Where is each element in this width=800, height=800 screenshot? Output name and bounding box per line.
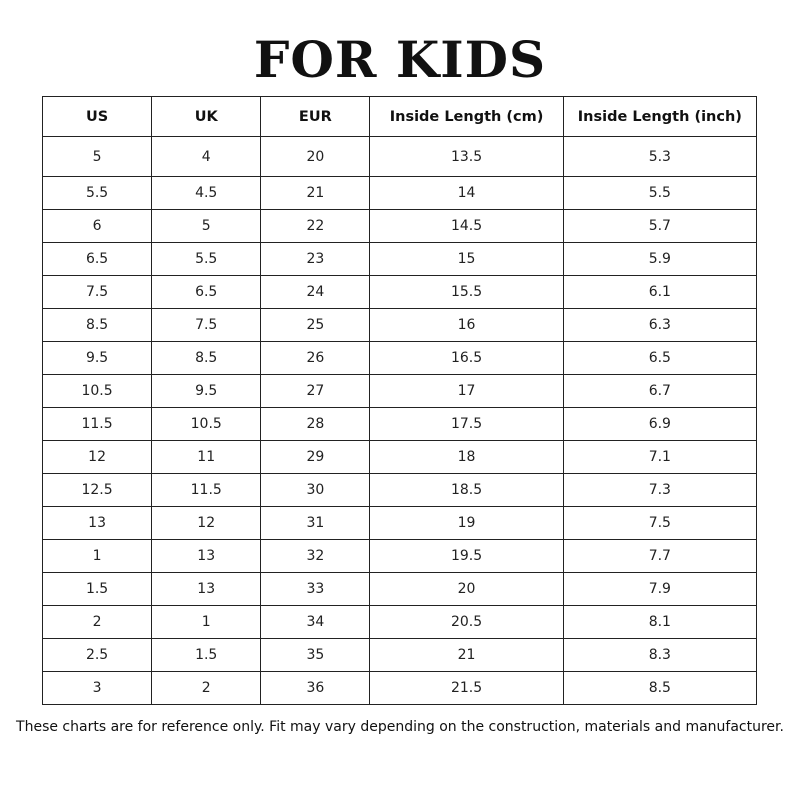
cell-eur: 24 xyxy=(261,276,370,309)
cell-eur: 26 xyxy=(261,342,370,375)
cell-eur: 23 xyxy=(261,243,370,276)
cell-uk: 12 xyxy=(152,507,261,540)
cell-uk: 4.5 xyxy=(152,177,261,210)
cell-inside-length-inch: 5.3 xyxy=(563,137,756,177)
cell-us: 12.5 xyxy=(43,474,152,507)
cell-us: 12 xyxy=(43,441,152,474)
cell-us: 13 xyxy=(43,507,152,540)
table-row xyxy=(43,243,757,276)
table-row xyxy=(43,507,757,540)
cell-eur: 28 xyxy=(261,408,370,441)
cell-eur: 31 xyxy=(261,507,370,540)
cell-us: 5 xyxy=(43,137,152,177)
table-row xyxy=(43,474,757,507)
page-title: FOR KIDS xyxy=(253,30,547,89)
table-row xyxy=(43,137,757,177)
cell-us: 7.5 xyxy=(43,276,152,309)
cell-inside-length-inch: 5.9 xyxy=(563,243,756,276)
cell-uk: 9.5 xyxy=(152,375,261,408)
cell-inside-length-inch: 5.5 xyxy=(563,177,756,210)
cell-inside-length-cm: 20 xyxy=(370,573,563,606)
cell-eur: 29 xyxy=(261,441,370,474)
table-body xyxy=(43,137,757,705)
cell-us: 8.5 xyxy=(43,309,152,342)
cell-inside-length-inch: 8.3 xyxy=(563,639,756,672)
cell-inside-length-cm: 20.5 xyxy=(370,606,563,639)
cell-us: 2.5 xyxy=(43,639,152,672)
cell-inside-length-cm: 18 xyxy=(370,441,563,474)
cell-us: 1.5 xyxy=(43,573,152,606)
cell-uk: 13 xyxy=(152,540,261,573)
cell-inside-length-cm: 19.5 xyxy=(370,540,563,573)
cell-us: 11.5 xyxy=(43,408,152,441)
cell-us: 6.5 xyxy=(43,243,152,276)
cell-uk: 5.5 xyxy=(152,243,261,276)
cell-us: 2 xyxy=(43,606,152,639)
cell-uk: 10.5 xyxy=(152,408,261,441)
cell-uk: 11.5 xyxy=(152,474,261,507)
cell-inside-length-inch: 8.5 xyxy=(563,672,756,705)
cell-inside-length-cm: 16.5 xyxy=(370,342,563,375)
cell-uk: 5 xyxy=(152,210,261,243)
cell-inside-length-cm: 15 xyxy=(370,243,563,276)
cell-eur: 21 xyxy=(261,177,370,210)
cell-inside-length-inch: 7.9 xyxy=(563,573,756,606)
table-header-row xyxy=(43,97,757,137)
cell-us: 5.5 xyxy=(43,177,152,210)
cell-us: 1 xyxy=(43,540,152,573)
cell-eur: 32 xyxy=(261,540,370,573)
cell-us: 9.5 xyxy=(43,342,152,375)
cell-inside-length-inch: 5.7 xyxy=(563,210,756,243)
cell-inside-length-inch: 6.1 xyxy=(563,276,756,309)
size-chart-table xyxy=(42,96,757,705)
table-row xyxy=(43,408,757,441)
cell-uk: 1 xyxy=(152,606,261,639)
cell-inside-length-inch: 7.3 xyxy=(563,474,756,507)
table-row xyxy=(43,309,757,342)
cell-inside-length-inch: 8.1 xyxy=(563,606,756,639)
cell-inside-length-inch: 6.3 xyxy=(563,309,756,342)
table-row xyxy=(43,639,757,672)
cell-inside-length-cm: 14.5 xyxy=(370,210,563,243)
cell-eur: 27 xyxy=(261,375,370,408)
cell-eur: 20 xyxy=(261,137,370,177)
cell-uk: 6.5 xyxy=(152,276,261,309)
cell-eur: 30 xyxy=(261,474,370,507)
table-row xyxy=(43,540,757,573)
cell-uk: 4 xyxy=(152,137,261,177)
cell-inside-length-cm: 13.5 xyxy=(370,137,563,177)
cell-inside-length-cm: 16 xyxy=(370,309,563,342)
cell-eur: 25 xyxy=(261,309,370,342)
cell-inside-length-cm: 18.5 xyxy=(370,474,563,507)
cell-inside-length-inch: 6.5 xyxy=(563,342,756,375)
cell-eur: 36 xyxy=(261,672,370,705)
cell-inside-length-cm: 21.5 xyxy=(370,672,563,705)
cell-inside-length-cm: 17.5 xyxy=(370,408,563,441)
cell-inside-length-cm: 21 xyxy=(370,639,563,672)
footnote: These charts are for reference only. Fit may vary depending on the construction, materials and manufacturer. xyxy=(16,719,784,735)
table-row xyxy=(43,672,757,705)
cell-us: 3 xyxy=(43,672,152,705)
header-us: US xyxy=(43,97,152,137)
cell-inside-length-cm: 17 xyxy=(370,375,563,408)
cell-inside-length-cm: 15.5 xyxy=(370,276,563,309)
cell-inside-length-cm: 19 xyxy=(370,507,563,540)
table-row xyxy=(43,375,757,408)
cell-eur: 22 xyxy=(261,210,370,243)
cell-eur: 34 xyxy=(261,606,370,639)
table-row xyxy=(43,573,757,606)
cell-uk: 11 xyxy=(152,441,261,474)
cell-uk: 2 xyxy=(152,672,261,705)
cell-uk: 8.5 xyxy=(152,342,261,375)
cell-inside-length-inch: 7.7 xyxy=(563,540,756,573)
header-inside-length-inch: Inside Length (inch) xyxy=(563,97,756,137)
cell-inside-length-inch: 6.7 xyxy=(563,375,756,408)
table-row xyxy=(43,342,757,375)
cell-uk: 13 xyxy=(152,573,261,606)
header-inside-length-cm: Inside Length (cm) xyxy=(370,97,563,137)
cell-uk: 7.5 xyxy=(152,309,261,342)
table-row xyxy=(43,441,757,474)
cell-inside-length-inch: 7.1 xyxy=(563,441,756,474)
cell-inside-length-cm: 14 xyxy=(370,177,563,210)
cell-eur: 35 xyxy=(261,639,370,672)
header-eur: EUR xyxy=(261,97,370,137)
table-row xyxy=(43,210,757,243)
cell-inside-length-inch: 7.5 xyxy=(563,507,756,540)
cell-uk: 1.5 xyxy=(152,639,261,672)
table-row xyxy=(43,606,757,639)
cell-inside-length-inch: 6.9 xyxy=(563,408,756,441)
cell-us: 10.5 xyxy=(43,375,152,408)
header-uk: UK xyxy=(152,97,261,137)
cell-us: 6 xyxy=(43,210,152,243)
cell-eur: 33 xyxy=(261,573,370,606)
table-row xyxy=(43,276,757,309)
table-row xyxy=(43,177,757,210)
